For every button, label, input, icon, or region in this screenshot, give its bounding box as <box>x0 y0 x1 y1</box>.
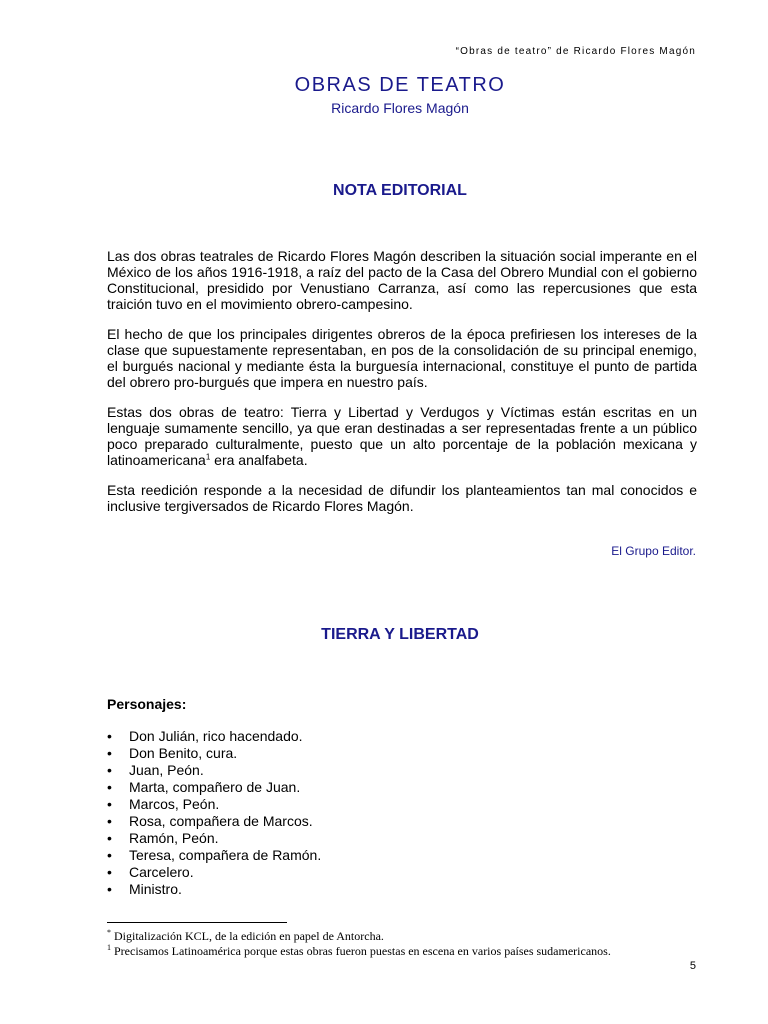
paragraph-text: Estas dos obras de teatro: Tierra y Libertad y Verdugos y Víctimas están escritas en un lenguaje sumamente sencillo, ya que eran destinadas a ser representadas frente a un público poco preparado culturalmente, puesto que un alto porcentaje de la población mexicana y latinoamericana <box>107 404 697 468</box>
list-item <box>107 864 321 881</box>
nota-editorial-heading: NOTA EDITORIAL <box>333 182 467 199</box>
list-item-text: Rosa, compañera de Marcos. <box>129 813 313 829</box>
tierra-y-libertad-heading: TIERRA Y LIBERTAD <box>321 626 479 643</box>
list-item <box>107 762 321 779</box>
list-item <box>107 813 321 830</box>
bullet-icon: • <box>107 796 112 812</box>
bullet-icon: • <box>107 779 112 795</box>
list-item-text: Ramón, Peón. <box>129 830 219 846</box>
bullet-icon: • <box>107 847 112 863</box>
bullet-icon: • <box>107 881 112 897</box>
personajes-label: Personajes: <box>107 696 187 712</box>
footnote <box>107 944 707 959</box>
list-item-text: Carcelero. <box>129 864 194 880</box>
list-item-text: Don Julián, rico hacendado. <box>129 728 303 744</box>
footnote-mark: * <box>107 928 111 937</box>
paragraph: Esta reedición responde a la necesidad de difundir los planteamientos tan mal conocidos e inclusive tergiversados de Ricardo Flores Magón. <box>107 482 697 514</box>
editor-signature: El Grupo Editor. <box>611 544 696 558</box>
document-title: OBRAS DE TEATRO <box>294 74 506 96</box>
list-item <box>107 847 321 864</box>
list-item-text: Marcos, Peón. <box>129 796 220 812</box>
footnote-divider <box>107 922 287 923</box>
list-item <box>107 881 321 898</box>
cast-list <box>107 728 321 898</box>
nota-editorial-body <box>107 248 697 528</box>
paragraph-text: era analfabeta. <box>210 452 308 468</box>
list-item-text: Marta, compañero de Juan. <box>129 779 301 795</box>
bullet-icon: • <box>107 762 112 778</box>
footnotes <box>107 929 707 959</box>
list-item <box>107 830 321 847</box>
list-item-text: Don Benito, cura. <box>129 745 238 761</box>
footnote-mark: 1 <box>107 943 111 952</box>
document-author: Ricardo Flores Magón <box>331 100 469 116</box>
list-item <box>107 796 321 813</box>
footnote <box>107 929 707 944</box>
paragraph: El hecho de que los principales dirigentes obreros de la época prefiriesen los intereses de la clase que supuestamente representaban, en pos de la consolidación de su principal enemigo, el burgués nacional y mediante ésta la burguesía internacional, constituye el punto de partida del obrero pro-burgués que impera en nuestro país. <box>107 326 697 390</box>
paragraph <box>107 404 697 468</box>
bullet-icon: • <box>107 830 112 846</box>
bullet-icon: • <box>107 813 112 829</box>
list-item <box>107 745 321 762</box>
footnote-text: Digitalización KCL, de la edición en papel de Antorcha. <box>111 929 384 943</box>
paragraph: Las dos obras teatrales de Ricardo Flores Magón describen la situación social imperante en el México de los años 1916-1918, a raíz del pacto de la Casa del Obrero Mundial con el gobierno Constitucional, presidido por Venustiano Carranza, así como las repercusiones que esta traición tuvo en el movimiento obrero-campesino. <box>107 248 697 312</box>
list-item <box>107 779 321 796</box>
bullet-icon: • <box>107 728 112 744</box>
bullet-icon: • <box>107 864 112 880</box>
footnote-text: Precisamos Latinoamérica porque estas obras fueron puestas en escena en varios países sudamericanos. <box>111 944 611 958</box>
footnote-ref[interactable]: 1 <box>205 452 211 462</box>
list-item-text: Juan, Peón. <box>129 762 204 778</box>
list-item-text: Teresa, compañera de Ramón. <box>129 847 322 863</box>
list-item <box>107 728 321 745</box>
list-item-text: Ministro. <box>129 881 182 897</box>
bullet-icon: • <box>107 745 112 761</box>
running-header: “Obras de teatro” de Ricardo Flores Magón <box>455 46 696 57</box>
page-number: 5 <box>689 960 696 972</box>
